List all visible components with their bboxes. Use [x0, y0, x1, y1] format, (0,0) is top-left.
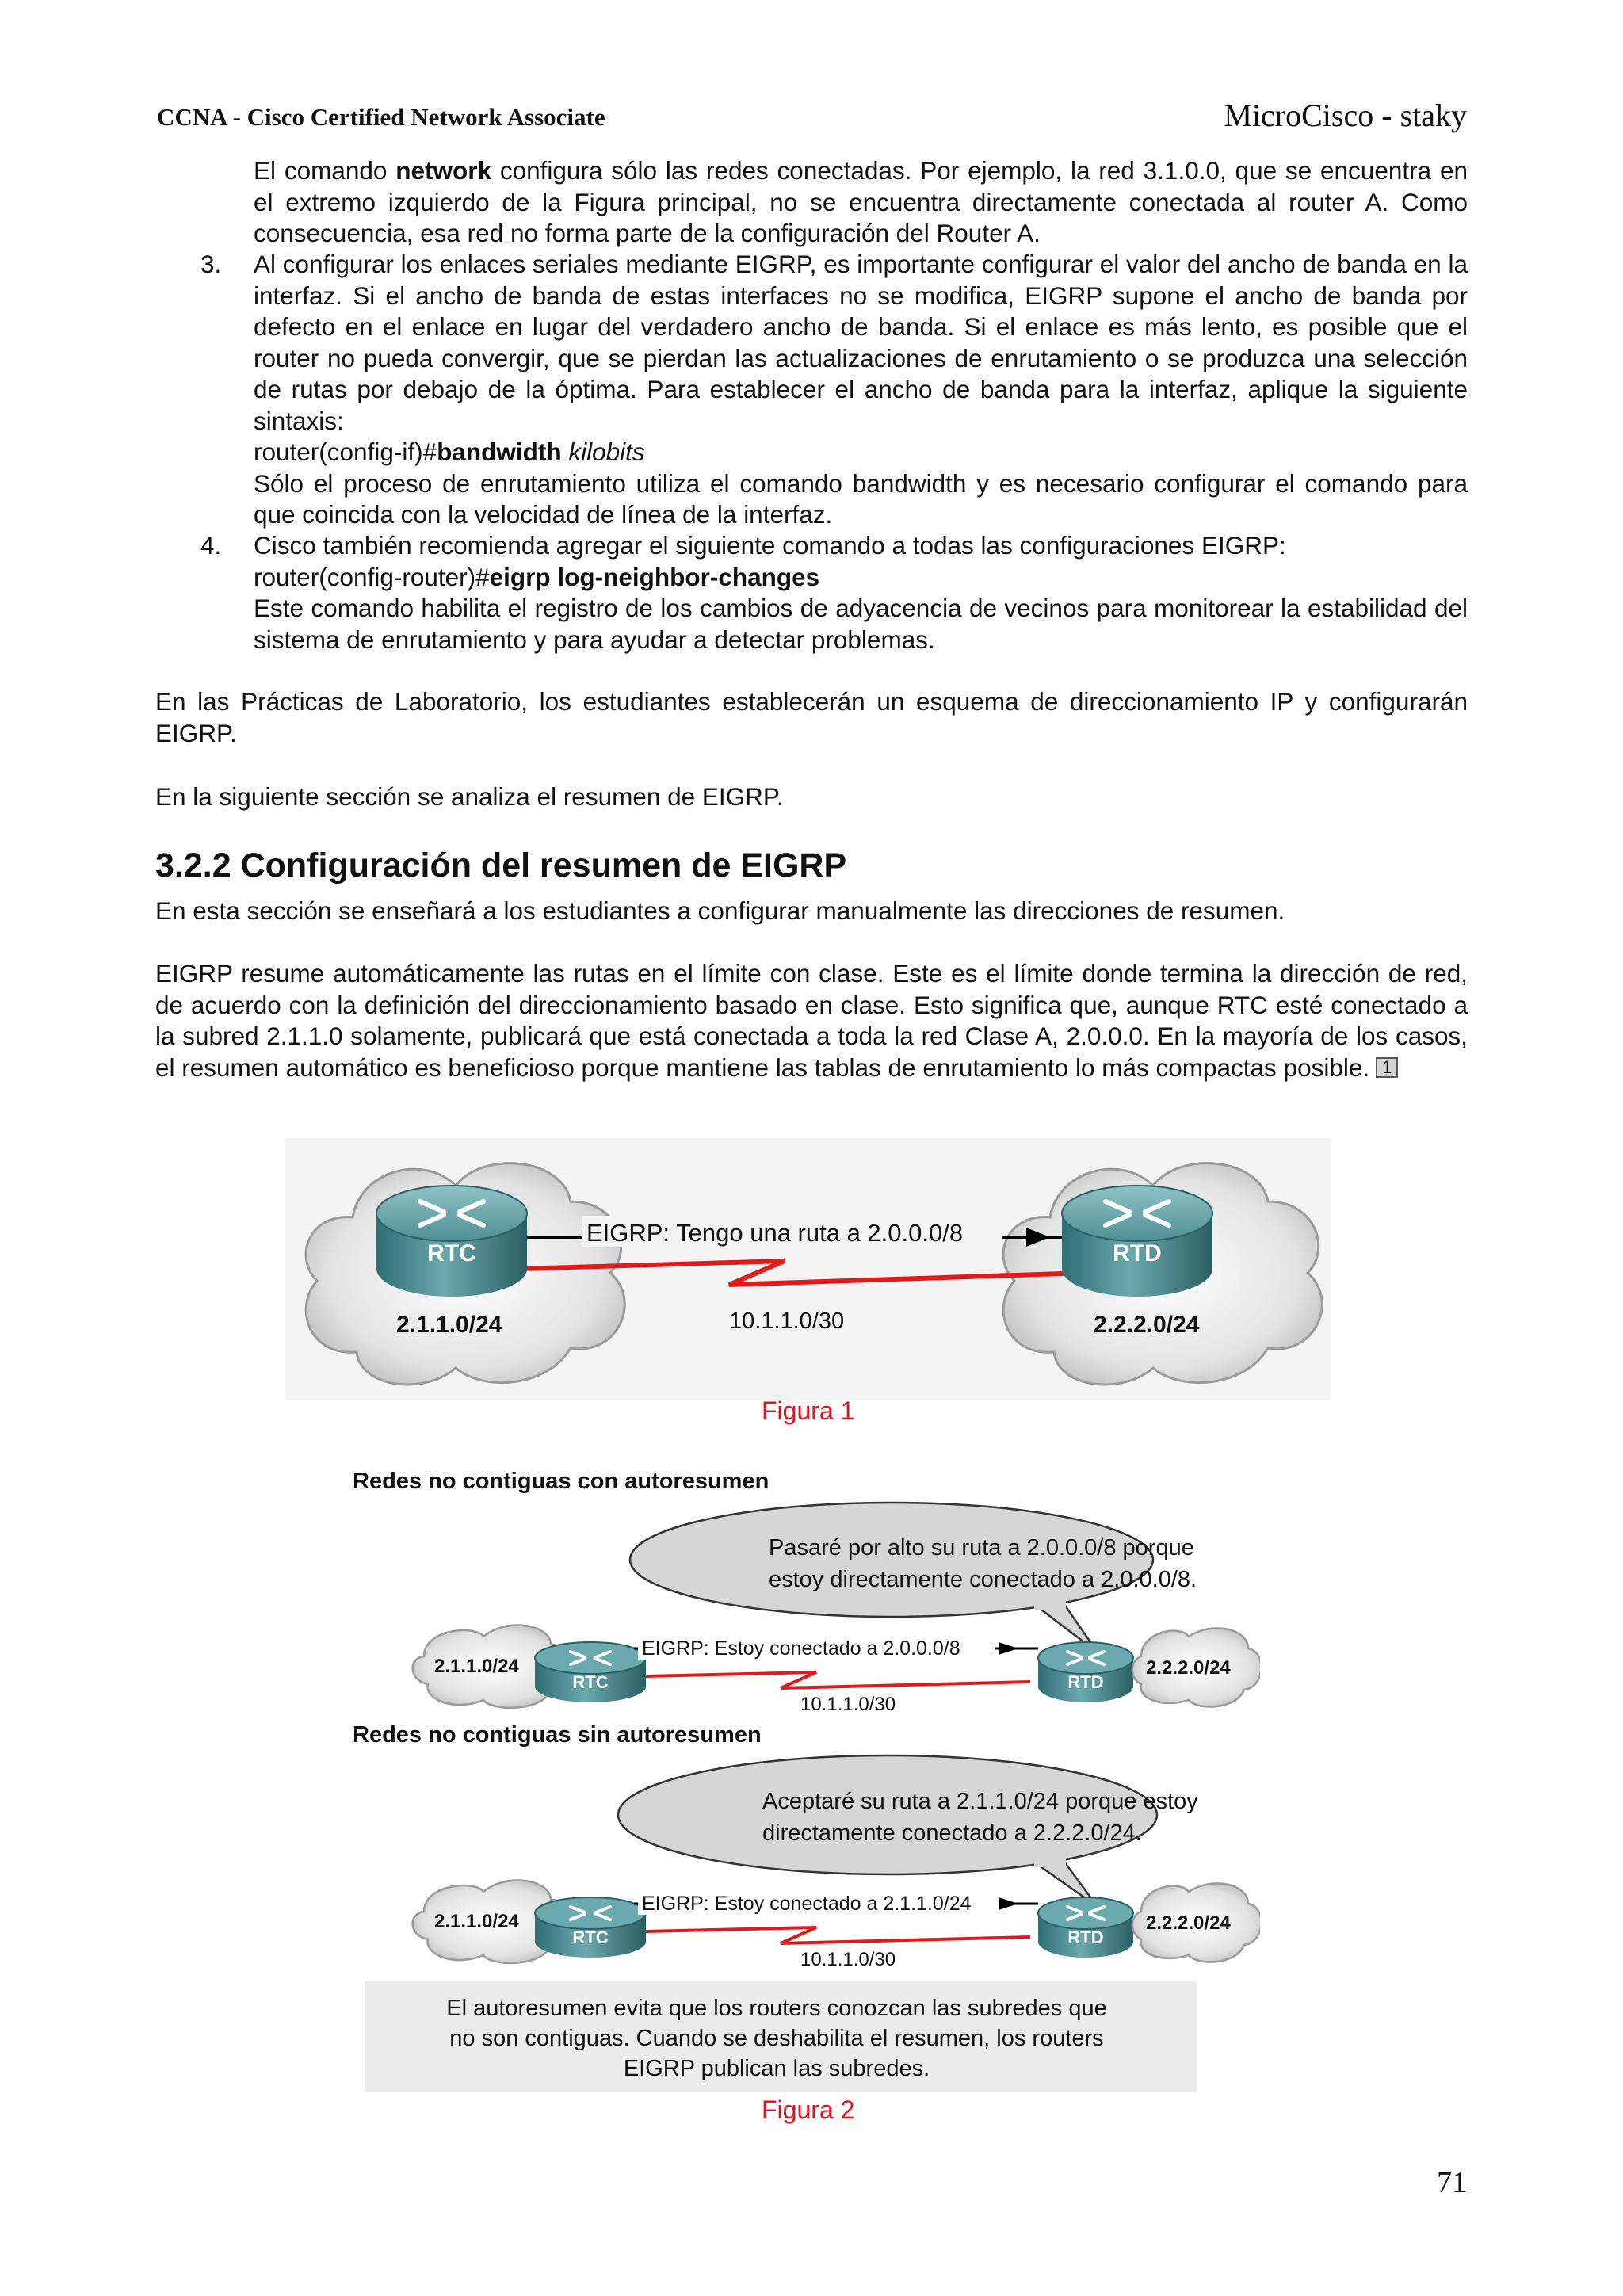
scenario-title-with-summary: Redes no contiguas con autoresumen [353, 1469, 769, 1494]
intro-text-pre: El comando [254, 156, 396, 185]
router-rtd-icon [1038, 1897, 1133, 1958]
list-number: 4. [200, 531, 222, 560]
figure-1-caption: Figura 1 [762, 1396, 855, 1425]
labs-paragraph: En las Prácticas de Laboratorio, los estudiantes establecerán un esquema de direccionamiento IP y configurarán EIGRP. [155, 687, 1468, 747]
section-body-text: EIGRP resume automáticamente las rutas en el límite con clase. Este es el límite donde termina la dirección de red, de acuerdo con la definición del direccionamiento basado en clase. Esto significa que, aunque RTC esté conectado a la subred 2.1.1.0 solamente, publicará que está conectada a toda la red Clase A, 2.0.0.0. En la mayoría de los casos, el resumen automático es beneficioso porque mantiene las tablas de enrutamiento lo más compactas posible. [155, 959, 1468, 1082]
figure-note-line: no son contiguas. Cuando se deshabilita el resumen, los routers [449, 2026, 1104, 2051]
router-rtc-icon [535, 1897, 646, 1958]
right-subnet-label: 2.2.2.0/24 [1094, 1312, 1200, 1338]
scenario-title-without-summary: Redes no contiguas sin autoresumen [353, 1722, 762, 1748]
command-prefix: router(config-router)# [254, 562, 490, 591]
left-subnet-label: 2.1.1.0/24 [396, 1312, 502, 1338]
router-label: RTC [427, 1240, 476, 1266]
link-subnet: 10.1.1.0/30 [800, 1949, 896, 1970]
list-number: 3. [200, 250, 222, 278]
left-subnet-label: 2.1.1.0/24 [434, 1911, 519, 1932]
figure-2-caption: Figura 2 [762, 2095, 855, 2124]
bandwidth-command [254, 437, 1468, 468]
intro-network-keyword: network [395, 156, 492, 185]
left-subnet-label: 2.1.1.0/24 [434, 1656, 519, 1677]
right-network-cloud [1132, 1883, 1260, 1962]
header-title: CCNA - Cisco Certified Network Associate [157, 103, 605, 131]
figure-1-diagram [285, 1138, 1331, 1400]
next-section-paragraph: En la siguiente sección se analiza el resumen de EIGRP. [155, 782, 784, 811]
figure-note-line: EIGRP publican las subredes. [623, 2056, 930, 2081]
router-label: RTD [1067, 1672, 1104, 1692]
router-label: RTD [1113, 1240, 1162, 1266]
right-subnet-label: 2.2.2.0/24 [1146, 1912, 1231, 1934]
figure-reference-button[interactable]: 1 [1376, 1057, 1398, 1078]
router-label: RTC [572, 1927, 609, 1947]
intro-text-post: configura sólo las redes conectadas. Por ejemplo, la red 3.1.0.0, que se encuentra en el extremo izquierdo de la Figura principal, no se encuentra directamente conectada al router A. Como consecuencia, esa red no forma parte de la configuración del Router A. [254, 156, 1468, 247]
list-item-3 [200, 249, 1468, 531]
link-subnet: 10.1.1.0/30 [729, 1308, 845, 1334]
router-rtd-icon [1038, 1642, 1133, 1702]
router-rtc-icon [376, 1186, 527, 1297]
right-subnet-label: 2.2.2.0/24 [1146, 1657, 1231, 1679]
bubble-text-line: estoy directamente conectado a 2.0.0.0/8. [769, 1567, 1197, 1592]
command-prefix: router(config-if)# [254, 437, 437, 466]
router-rtd-icon [1062, 1186, 1212, 1297]
bubble-text-line: directamente conectado a 2.2.2.0/24. [762, 1820, 1142, 1846]
bubble-text-line: Aceptaré su ruta a 2.1.1.0/24 porque estoy [762, 1789, 1198, 1814]
command-argument: kilobits [561, 437, 645, 466]
router-label: RTC [572, 1672, 609, 1692]
header-author: MicroCisco - staky [1224, 97, 1467, 133]
figure-note-line: El autoresumen evita que los routers conozcan las subredes que [446, 1996, 1107, 2021]
link-subnet: 10.1.1.0/30 [800, 1694, 896, 1715]
bubble-text-line: Pasaré por alto su ruta a 2.0.0.0/8 porque [769, 1535, 1194, 1561]
command-keyword: bandwidth [437, 437, 562, 466]
route-message: EIGRP: Estoy conectado a 2.0.0.0/8 [642, 1637, 960, 1660]
list-item-note: Este comando habilita el registro de los cambios de adyacencia de vecinos para monitorear la estabilidad del sistema de enrutamiento y para ayudar a detectar problemas. [254, 594, 1468, 654]
right-network-cloud [1132, 1628, 1260, 1706]
list-item-text: Cisco también recomienda agregar el siguiente comando a todas las configuraciones EIGRP: [254, 531, 1286, 560]
router-rtc-icon [535, 1642, 646, 1702]
section-heading: 3.2.2 Configuración del resumen de EIGRP [155, 846, 847, 884]
log-neighbor-command [254, 562, 1468, 594]
figure-2-diagram [349, 1458, 1260, 2092]
list-item-note: Sólo el proceso de enrutamiento utiliza el comando bandwidth y es necesario configurar el comando para que coincida con la velocidad de línea de la interfaz. [254, 468, 1468, 529]
section-intro: En esta sección se enseñará a los estudiantes a configurar manualmente las direcciones de resumen. [155, 896, 1285, 925]
route-message: EIGRP: Tengo una ruta a 2.0.0.0/8 [586, 1219, 964, 1247]
route-message: EIGRP: Estoy conectado a 2.1.1.0/24 [642, 1893, 972, 1915]
page-number: 71 [1437, 2166, 1467, 2199]
intro-paragraph [254, 155, 1468, 250]
router-label: RTD [1067, 1927, 1104, 1947]
list-item-text: Al configurar los enlaces seriales mediante EIGRP, es importante configurar el valor del ancho de banda en la interfaz. Si el ancho de banda de estas interfaces no se modifica, EIGRP supone el ancho de banda por defecto en el enlace en lugar del verdadero ancho de banda. Si el enlace es más lento, es posible que el router no pueda convergir, que se pierdan las actualizaciones de enrutamiento o se produzca una selección de rutas por debajo de la óptima. Para establecer el ancho de banda para la interfaz, aplique la siguiente sintaxis: [254, 250, 1468, 435]
section-body [155, 958, 1468, 1083]
list-item-4 [200, 530, 1468, 655]
command-keyword: eigrp log-neighbor-changes [489, 562, 820, 591]
